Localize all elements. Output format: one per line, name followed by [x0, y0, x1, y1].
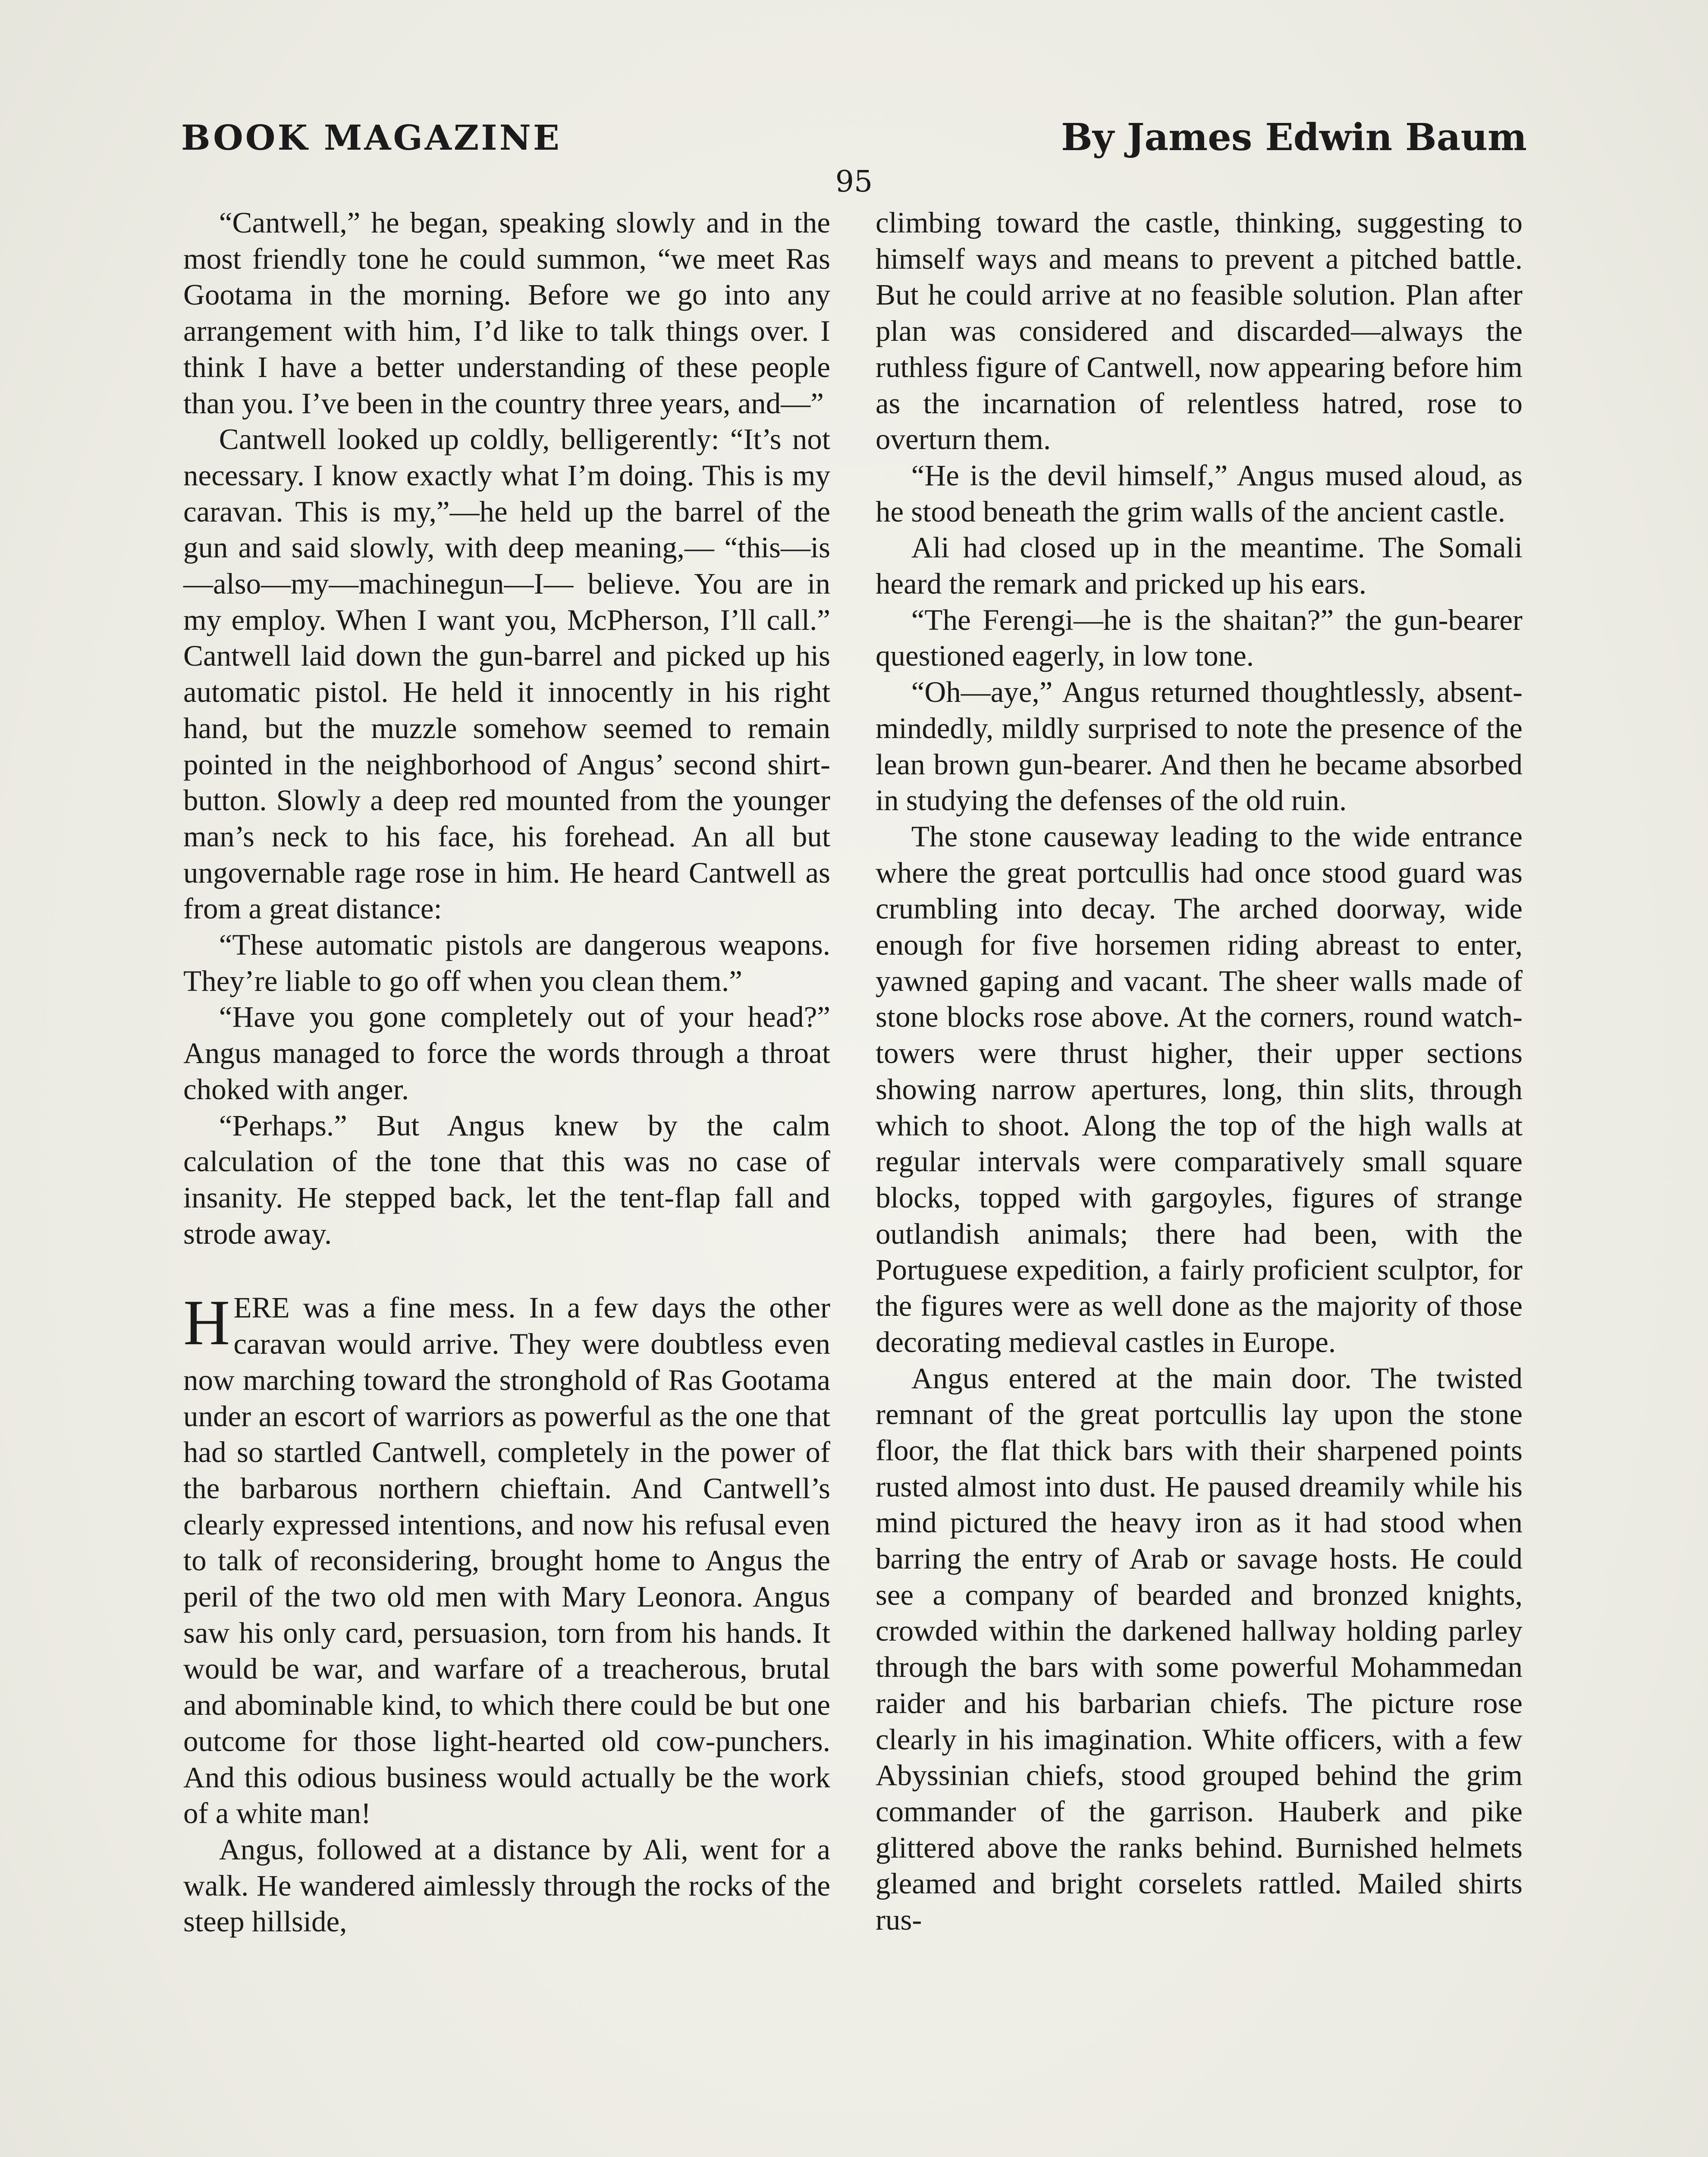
paragraph: “These automatic pistols are dangerous weapons. They’re liable to go off when you clean them.” — [183, 928, 830, 997]
paragraph: “Cantwell,” he began, speaking slowly and in the most friendly tone he could summon, “we meet Ras Gootama in the morning. Before we go into any arrangement with him, I’d like to talk things over. I think I have a better understanding of these people than you. I’ve been in the country three years, and—” — [183, 206, 830, 420]
paragraph: Angus entered at the main door. The twisted remnant of the great portcullis lay upon the stone floor, the flat thick bars with their sharpened points rusted almost into dust. He paused dreamily while his mind pictured the heavy iron as it had stood when barring the entry of Arab or savage hosts. He could see a company of bearded and bronzed knights, crowded within the darkened hallway holding parley through the bars with some powerful Mohammedan raider and his barbarian chiefs. The picture rose clearly in his imagination. White officers, with a few Abyssinian chiefs, stood grouped behind the grim commander of the garrison. Hauberk and pike glittered above the ranks behind. Burnished helmets gleamed and bright corselets rattled. Mailed shirts rus- — [876, 1361, 1523, 1937]
magazine-title: BOOK MAGAZINE — [181, 117, 562, 158]
paragraph: Cantwell looked up coldly, belligerently: “It’s not necessary. I know exactly what I’m doing. This is my caravan. This is my,”—he held up the barrel of the gun and said slowly, with deep meaning,— “this—is—also—my—machinegun—I— believe. You are in my employ. When I want you, McPherson, I’ll call.” Cantwell laid down the gun-barrel and picked up his automatic pistol. He held it innocently in his right hand, but the muzzle somehow seemed to remain pointed in the neighborhood of Angus’ second shirt-button. Slowly a deep red mounted from the younger man’s neck to his face, his forehead. An all but ungovernable rage rose in him. He heard Cantwell as from a great distance: — [183, 423, 830, 925]
section-break — [183, 1252, 830, 1290]
dropcap-paragraph — [183, 1287, 830, 1832]
paragraph: “Oh—aye,” Angus returned thoughtlessly, absent-mindedly, mildly surprised to note the presence of the lean brown gun-bearer. And then he became absorbed in studying the defenses of the old ruin. — [876, 676, 1523, 817]
paragraph: “Have you gone completely out of your head?” Angus managed to force the words through a throat choked with anger. — [183, 1000, 830, 1106]
page-number: 95 — [835, 165, 873, 199]
paragraph: “The Ferengi—he is the shaitan?” the gun-bearer questioned eagerly, in low tone. — [876, 603, 1523, 673]
paragraph: “Perhaps.” But Angus knew by the calm calculation of the tone that this was no case of insanity. He stepped back, let the tent-flap fall and strode away. — [183, 1109, 830, 1250]
paragraph: The stone causeway leading to the wide entrance where the great portcullis had once stood guard was crumbling into decay. The arched doorway, wide enough for five horsemen riding abreast to enter, yawned gaping and vacant. The sheer walls made of stone blocks rose above. At the corners, round watch-towers were thrust higher, their upper sections showing narrow apertures, long, thin slits, through which to shoot. Along the top of the high walls at regular intervals were comparatively small square blocks, topped with gargoyles, figures of strange outlandish animals; there had been, with the Portuguese expedition, a fairly proficient sculptor, for the figures were as well done as the majority of those decorating medieval castles in Europe. — [876, 820, 1523, 1358]
left-column — [183, 205, 830, 1940]
paragraph: Angus, followed at a distance by Ali, went for a walk. He wandered aimlessly through the rocks of the steep hillside, — [183, 1833, 830, 1938]
drop-cap: H — [183, 1287, 230, 1359]
paragraph: Ali had closed up in the meantime. The Somali heard the remark and pricked up his ears. — [876, 531, 1523, 601]
right-column — [876, 205, 1523, 1938]
author-byline: By James Edwin Baum — [1061, 116, 1527, 159]
continued-paragraph: climbing toward the castle, thinking, suggesting to himself ways and means to prevent a pitched battle. But he could arrive at no feasible solution. Plan after plan was considered and discarded—always the ruthless figure of Cantwell, now appearing before him as the incarnation of relentless hatred, rose to overturn them. — [876, 206, 1523, 456]
paragraph: “He is the devil himself,” Angus mused aloud, as he stood beneath the grim walls of the ancient castle. — [876, 459, 1523, 528]
dropcap-paragraph-text: ERE was a fine mess. In a few days the other caravan would arrive. They were doubtless even now marching toward the stronghold of Ras Gootama under an escort of warriors as powerful as the one that had so startled Cantwell, completely in the power of the barbarous northern chieftain. And Cantwell’s clearly expressed intentions, and now his refusal even to talk of reconsidering, brought home to Angus the peril of the two old men with Mary Leonora. Angus saw his only card, persuasion, torn from his hands. It would be war, and warfare of a treacherous, brutal and abominable kind, to which there could be but one outcome for those light-hearted old cow-punchers. And this odious business would actually be the work of a white man! — [183, 1291, 830, 1830]
